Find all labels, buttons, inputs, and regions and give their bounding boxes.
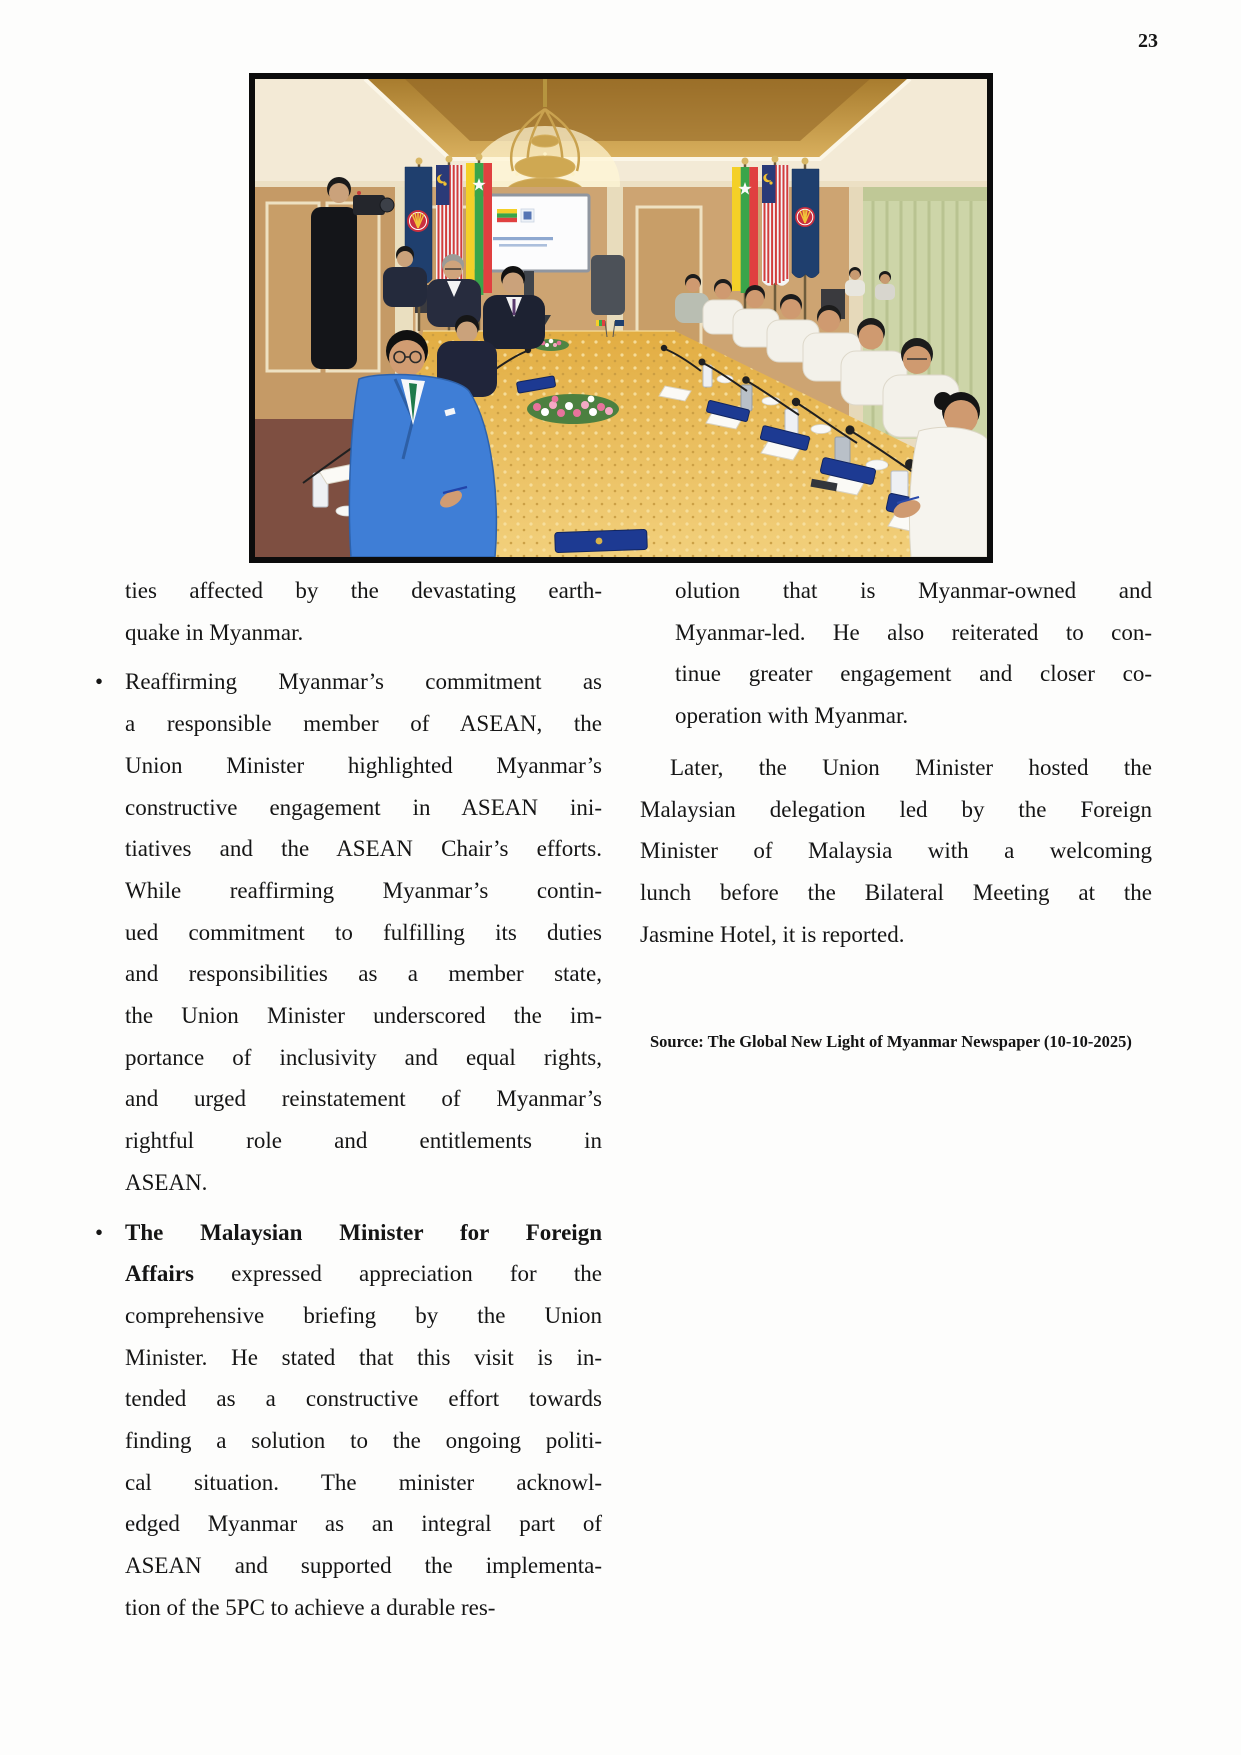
paragraph-earthquake: ties affected by the devastating earth- quake in Myanmar. — [125, 578, 602, 645]
bullet-text-malaysian-minister: The Malaysian Minister for Foreign Affairs expressed appreciation for the comprehensive briefing by the Union Minister. He stated that this visit is in- tended as a constructive effort towards finding a solution to the ongoing politi- cal situation. The minister acknowl- edged Myanmar as an integral part of ASEAN and supported the implementa- tion of the 5PC to achieve a durable res- — [125, 1219, 602, 1620]
screen-slide-logos — [497, 209, 534, 222]
bullet-item-malaysian-minister — [93, 1212, 602, 1629]
article-left-column — [93, 570, 602, 1637]
source-citation: Source: The Global New Light of Myanmar Newspaper (10-10-2025) — [650, 1032, 1132, 1052]
paragraph-resolution: olution that is Myanmar-owned and Myanmar-led. He also reiterated to con- tinue greater engagement and closer co- operation with Myanmar. — [675, 578, 1152, 729]
meeting-photo-illustration — [255, 79, 987, 557]
ceiling — [255, 79, 987, 188]
bullet-marker-icon: • — [95, 1219, 104, 1245]
page-number: 23 — [1138, 30, 1158, 52]
paragraph-lunch: Later, the Union Minister hosted the Malaysian delegation led by the Foreign Minister of Malaysia with a welcoming lunch before the Bilateral Meeting at the Jasmine Hotel, it is reported. — [640, 754, 1152, 947]
meeting-photo — [249, 73, 993, 563]
bullet-item-reaffirming — [93, 661, 602, 1203]
article-right-column — [640, 570, 1152, 1053]
flags-right — [732, 156, 819, 330]
bullet-text-reaffirming: Reaffirming Myanmar’s commitment as a responsible member of ASEAN, the Union Minister highlighted Myanmar’s constructive engagement in ASEAN ini- tiatives and the ASEAN Chair’s efforts. While reaffirming Myanmar’s contin- ued commitment to fulfilling its duties and responsibilities as a member state, the Union Minister underscored the im- portance of inclusivity and equal rights, and urged reinstatement of Myanmar’s rightful role and entitlements in ASEAN. — [125, 669, 602, 1195]
bullet-marker-icon: • — [95, 669, 104, 695]
